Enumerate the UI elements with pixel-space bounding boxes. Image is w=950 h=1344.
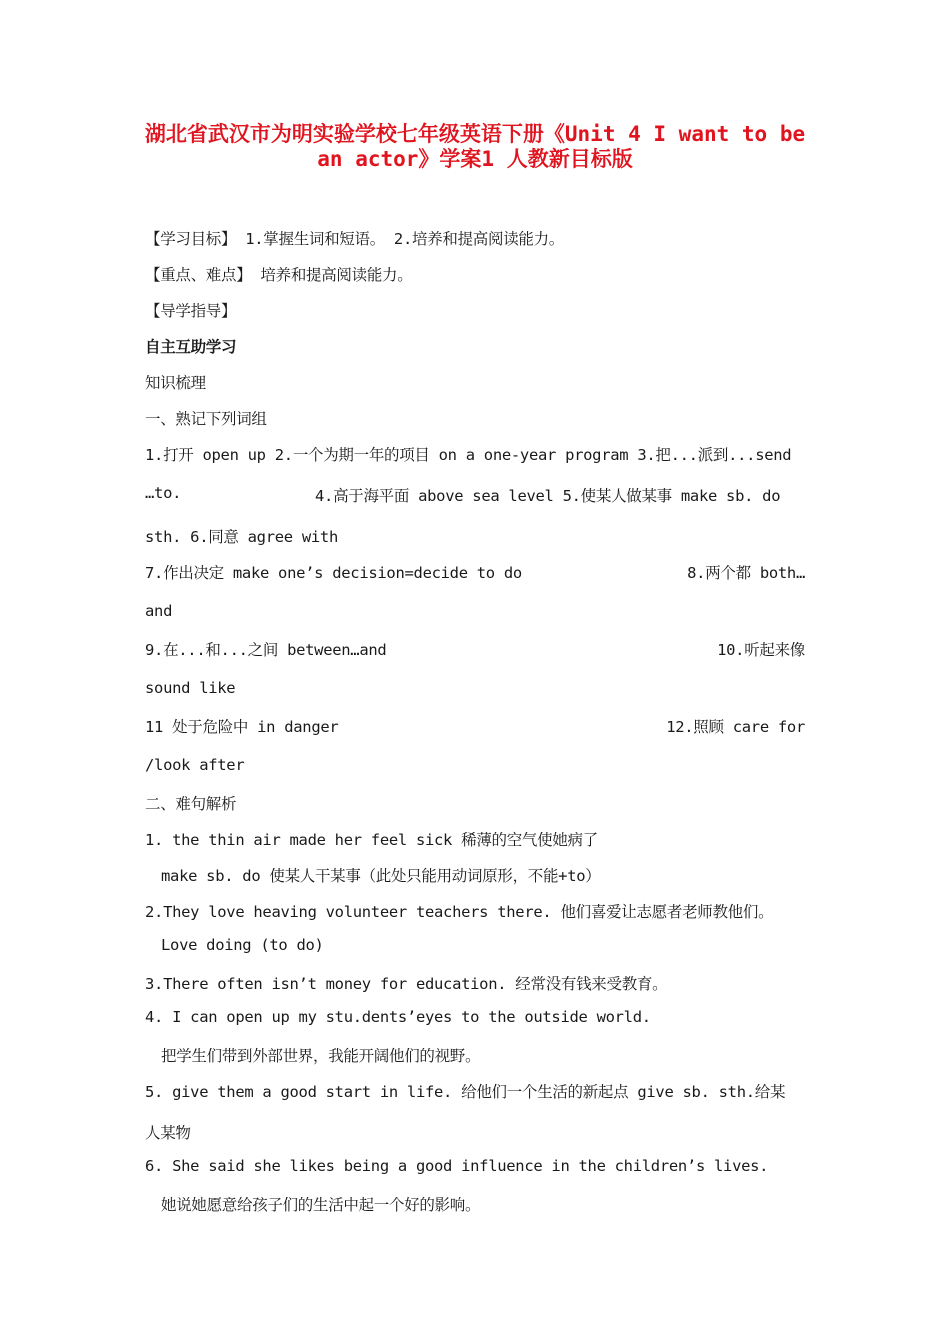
phrase-line-4b: 8.两个都 both… xyxy=(687,564,805,582)
sentence-4: 4. I can open up my stu.dents’eyes to the outside world. xyxy=(145,1008,651,1026)
phrase-line-6a: 9.在...和...之间 between…and xyxy=(145,641,387,659)
phrase-line-9: /look after xyxy=(145,756,245,774)
section-2-heading: 二、难句解析 xyxy=(145,795,237,813)
phrase-line-5: and xyxy=(145,602,173,620)
phrase-line-7: sound like xyxy=(145,679,236,697)
sentence-2-note: Love doing (to do) xyxy=(161,936,324,954)
knowledge-heading: 知识梳理 xyxy=(145,374,206,392)
sentence-1: 1. the thin air made her feel sick 稀薄的空气使她病了 xyxy=(145,831,598,849)
sentence-6: 6. She said she likes being a good influence in the children’s lives. xyxy=(145,1157,769,1175)
phrase-line-6b: 10.听起来像 xyxy=(717,641,805,659)
document-title xyxy=(130,122,820,172)
sentence-3: 3.There often isn’t money for education. 经常没有钱来受教育。 xyxy=(145,975,668,993)
section-1-heading: 一、熟记下列词组 xyxy=(145,410,267,428)
phrase-line-3: sth. 6.同意 agree with xyxy=(145,528,338,546)
guide-heading: 【导学指导】 xyxy=(145,302,237,320)
sentence-5-cont: 人某物 xyxy=(145,1124,191,1142)
sentence-5: 5. give them a good start in life. 给他们一个生活的新起点 give sb. sth.给某 xyxy=(145,1083,786,1101)
key-points: 【重点、难点】 培养和提高阅读能力。 xyxy=(145,266,413,284)
sentence-4-note: 把学生们带到外部世界，我能开阔他们的视野。 xyxy=(161,1047,481,1065)
title-line-1: 湖北省武汉市为明实验学校七年级英语下册《Unit 4 I want to be xyxy=(144,122,806,146)
self-study-heading: 自主互助学习 xyxy=(145,338,237,356)
sentence-6-note: 她说她愿意给孩子们的生活中起一个好的影响。 xyxy=(161,1196,481,1214)
phrase-line-4a: 7.作出决定 make one’s decision=decide to do xyxy=(145,564,522,582)
phrase-line-2a: …to. xyxy=(145,484,182,502)
learning-goals: 【学习目标】 1.掌握生词和短语。 2.培养和提高阅读能力。 xyxy=(145,230,564,248)
phrase-line-1: 1.打开 open up 2.一个为期一年的项目 on a one-year program 3.把...派到...send xyxy=(145,446,792,464)
title-line-2: an actor》学案1 人教新目标版 xyxy=(317,147,633,171)
phrase-line-8a: 11 处于危险中 in danger xyxy=(145,718,339,736)
sentence-1-note: make sb. do 使某人干某事（此处只能用动词原形，不能+to） xyxy=(161,867,601,885)
sentence-2: 2.They love heaving volunteer teachers there. 他们喜爱让志愿者老师教他们。 xyxy=(145,903,774,921)
phrase-line-8b: 12.照顾 care for xyxy=(666,718,805,736)
phrase-line-2b: 4.高于海平面 above sea level 5.使某人做某事 make sb. do xyxy=(315,487,781,505)
